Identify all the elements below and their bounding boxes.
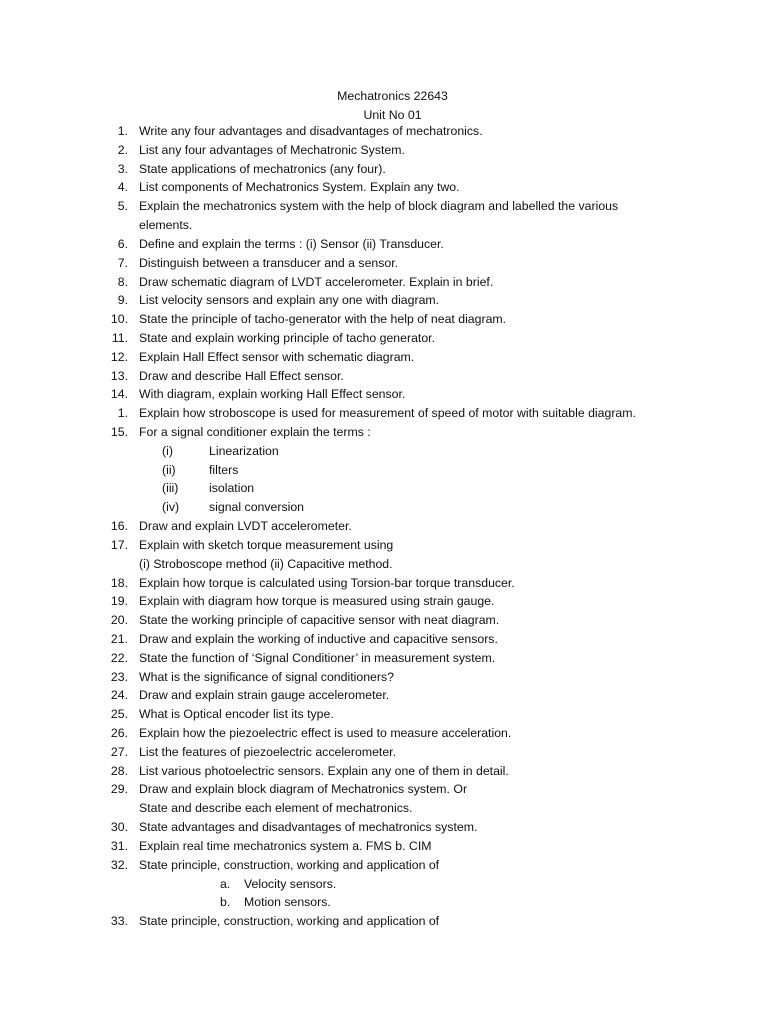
question-item bbox=[0, 592, 768, 611]
item-text: List components of Mechatronics System. Explain any two. bbox=[139, 180, 460, 195]
item-text: Draw and explain strain gauge accelerometer. bbox=[139, 688, 390, 703]
item-text: Explain with sketch torque measurement using bbox=[139, 537, 394, 552]
question-item bbox=[0, 668, 768, 687]
question-item bbox=[0, 291, 768, 310]
item-text: Explain real time mechatronics system a. FMS b. CIM bbox=[139, 838, 432, 853]
question-item bbox=[0, 837, 768, 856]
item-text: Draw and explain LVDT accelerometer. bbox=[139, 519, 352, 534]
question-item bbox=[0, 122, 768, 141]
question-item bbox=[0, 385, 768, 404]
item-number: 9. bbox=[117, 293, 128, 308]
item-text: filters bbox=[209, 462, 239, 477]
item-text: Linearization bbox=[209, 443, 279, 458]
question-item bbox=[0, 818, 768, 837]
question-item bbox=[0, 160, 768, 179]
question-item bbox=[0, 517, 768, 536]
item-text: elements. bbox=[139, 218, 193, 233]
question-continuation bbox=[0, 799, 768, 818]
question-item bbox=[0, 630, 768, 649]
item-text: State and explain working principle of tacho generator. bbox=[139, 330, 435, 345]
question-continuation bbox=[0, 216, 768, 235]
item-number: 12. bbox=[110, 349, 128, 364]
item-number: 2. bbox=[117, 142, 128, 157]
item-number: 29. bbox=[110, 782, 128, 797]
item-text: Explain with diagram how torque is measured using strain gauge. bbox=[139, 594, 495, 609]
item-text: State principle, construction, working and application of bbox=[139, 857, 440, 872]
item-text: List any four advantages of Mechatronic System. bbox=[139, 142, 405, 157]
item-number: 24. bbox=[110, 688, 128, 703]
item-text: Motion sensors. bbox=[244, 895, 331, 910]
question-item bbox=[0, 743, 768, 762]
question-item bbox=[0, 856, 768, 875]
item-number: 21. bbox=[110, 631, 128, 646]
item-number: 7. bbox=[117, 255, 128, 270]
question-list bbox=[0, 122, 768, 931]
question-item bbox=[0, 724, 768, 743]
sub-item bbox=[0, 498, 768, 517]
item-number: 16. bbox=[110, 519, 128, 534]
item-text: What is the significance of signal conditioners? bbox=[139, 669, 394, 684]
item-number: 3. bbox=[117, 161, 128, 176]
item-text: Distinguish between a transducer and a sensor. bbox=[139, 255, 399, 270]
question-item bbox=[0, 273, 768, 292]
document-subtitle: Unit No 01 bbox=[363, 107, 422, 122]
item-text: List various photoelectric sensors. Explain any one of them in detail. bbox=[139, 763, 509, 778]
item-text: State the working principle of capacitive sensor with neat diagram. bbox=[139, 613, 500, 628]
item-number: (i) bbox=[162, 443, 173, 458]
item-text: For a signal conditioner explain the terms : bbox=[139, 425, 371, 439]
question-item bbox=[0, 611, 768, 630]
item-text: Explain the mechatronics system with the help of block diagram and labelled the various bbox=[139, 199, 619, 214]
item-text: Draw and describe Hall Effect sensor. bbox=[139, 368, 344, 383]
question-item bbox=[0, 329, 768, 348]
sub-item bbox=[0, 479, 768, 498]
item-number: 14. bbox=[110, 387, 128, 402]
item-number: 27. bbox=[110, 744, 128, 759]
item-text: Explain how torque is calculated using Torsion-bar torque transducer. bbox=[139, 575, 515, 590]
question-item bbox=[0, 141, 768, 160]
item-number: 30. bbox=[110, 820, 128, 835]
item-number: 22. bbox=[110, 650, 128, 665]
question-item bbox=[0, 780, 768, 799]
document-title: Mechatronics 22643 bbox=[337, 89, 448, 103]
question-item bbox=[0, 649, 768, 668]
question-item bbox=[0, 348, 768, 367]
question-item bbox=[0, 762, 768, 781]
question-item bbox=[0, 404, 768, 423]
item-text: Draw and explain the working of inductive and capacitive sensors. bbox=[139, 631, 498, 646]
item-text: Explain Hall Effect sensor with schematic diagram. bbox=[139, 349, 415, 364]
item-text: State and describe each element of mechatronics. bbox=[139, 801, 413, 816]
item-text: State the principle of tacho-generator with the help of neat diagram. bbox=[139, 312, 507, 327]
item-number: 6. bbox=[117, 236, 128, 251]
question-item bbox=[0, 310, 768, 329]
question-item bbox=[0, 705, 768, 724]
question-item bbox=[0, 423, 768, 442]
item-number: 15. bbox=[110, 425, 128, 439]
item-text: (i) Stroboscope method (ii) Capacitive method. bbox=[139, 556, 393, 571]
item-number: 1. bbox=[117, 124, 128, 138]
item-text: State principle, construction, working and application of bbox=[139, 914, 440, 929]
item-text: List velocity sensors and explain any one with diagram. bbox=[139, 293, 440, 308]
item-number: 1. bbox=[117, 406, 128, 421]
item-number: 28. bbox=[110, 763, 128, 778]
question-item bbox=[0, 686, 768, 705]
item-number: 17. bbox=[110, 537, 128, 552]
question-continuation bbox=[0, 555, 768, 574]
sub-item bbox=[0, 461, 768, 480]
item-number: 18. bbox=[110, 575, 128, 590]
item-number: 20. bbox=[110, 613, 128, 628]
item-text: Explain how the piezoelectric effect is used to measure acceleration. bbox=[139, 726, 512, 740]
item-number: 23. bbox=[110, 669, 128, 684]
item-text: Velocity sensors. bbox=[244, 876, 337, 891]
item-text: Explain how stroboscope is used for measurement of speed of motor with suitable diagram. bbox=[139, 406, 636, 421]
item-text: Draw schematic diagram of LVDT accelerometer. Explain in brief. bbox=[139, 274, 494, 289]
item-text: Draw and explain block diagram of Mechatronics system. Or bbox=[139, 782, 468, 797]
sub-item bbox=[0, 875, 768, 894]
item-number: (ii) bbox=[162, 462, 176, 477]
item-number: 33. bbox=[110, 914, 128, 929]
item-text: State the function of ‘Signal Conditioner’ in measurement system. bbox=[139, 650, 496, 665]
item-text: isolation bbox=[209, 481, 255, 496]
item-text: What is Optical encoder list its type. bbox=[139, 707, 334, 722]
item-number: 13. bbox=[110, 368, 128, 383]
title-block bbox=[0, 87, 768, 124]
item-number: 11. bbox=[111, 330, 128, 345]
question-item bbox=[0, 178, 768, 197]
item-number: 8. bbox=[117, 274, 128, 289]
item-text: State advantages and disadvantages of mechatronics system. bbox=[139, 820, 478, 835]
question-item bbox=[0, 912, 768, 931]
item-text: State applications of mechatronics (any four). bbox=[139, 161, 386, 176]
sub-item bbox=[0, 893, 768, 912]
item-number: b. bbox=[220, 895, 231, 910]
item-text: With diagram, explain working Hall Effect sensor. bbox=[139, 387, 406, 402]
question-item bbox=[0, 367, 768, 386]
item-number: 25. bbox=[110, 707, 128, 722]
item-text: Define and explain the terms : (i) Sensor (ii) Transducer. bbox=[139, 236, 444, 251]
item-number: (iv) bbox=[162, 500, 180, 515]
question-item bbox=[0, 536, 768, 555]
item-number: 10. bbox=[110, 312, 128, 327]
item-text: Write any four advantages and disadvantages of mechatronics. bbox=[139, 124, 483, 138]
question-item bbox=[0, 197, 768, 216]
item-text: List the features of piezoelectric accelerometer. bbox=[139, 744, 396, 759]
item-number: 31. bbox=[110, 838, 128, 853]
item-number: 19. bbox=[110, 594, 128, 609]
item-number: 4. bbox=[117, 180, 128, 195]
question-item bbox=[0, 235, 768, 254]
item-number: 5. bbox=[117, 199, 128, 214]
item-number: 26. bbox=[110, 726, 128, 740]
item-number: 32. bbox=[110, 857, 128, 872]
question-item bbox=[0, 254, 768, 273]
item-text: signal conversion bbox=[209, 500, 305, 515]
item-number: (iii) bbox=[162, 481, 179, 496]
question-item bbox=[0, 574, 768, 593]
item-number: a. bbox=[220, 876, 231, 891]
sub-item bbox=[0, 442, 768, 461]
